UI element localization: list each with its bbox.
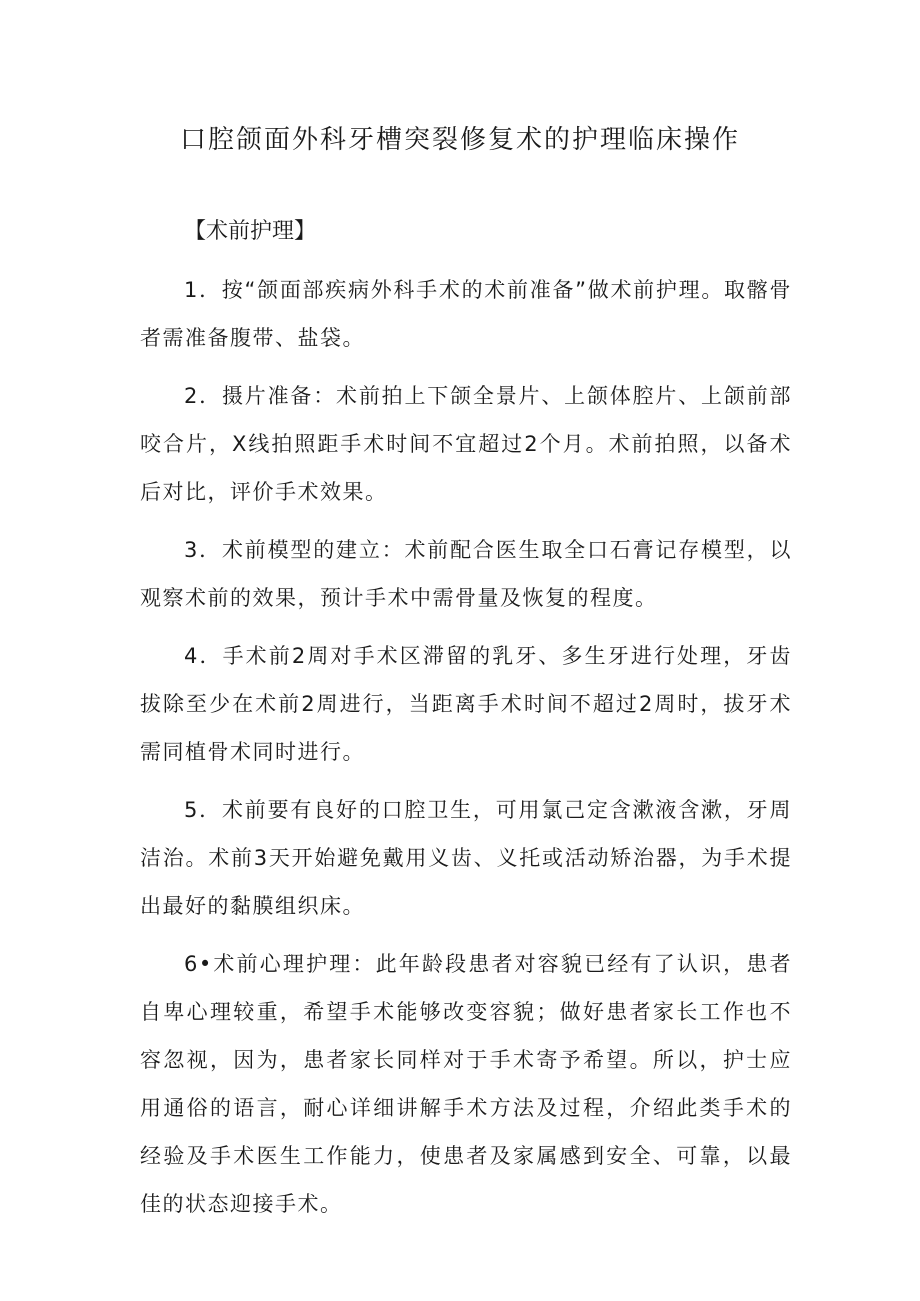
section-heading: 【术前护理】 <box>184 219 317 244</box>
paragraph-5: 5．术前要有良好的口腔卫生，可用氯己定含漱液含漱，牙周洁治。术前3天开始避免戴用义齿、义托或活动矫治器，为手术提出最好的黏膜组织床。 <box>140 798 792 918</box>
document-body <box>140 208 792 1228</box>
paragraph-3: 3．术前模型的建立：术前配合医生取全口石膏记存模型，以观察术前的效果，预计手术中需骨量及恢复的程度。 <box>140 538 792 610</box>
paragraph-1: 1．按“颌面部疾病外科手术的术前准备”做术前护理。取髂骨者需准备腹带、盐袋。 <box>140 278 792 350</box>
document-title: 口腔颌面外科牙槽突裂修复术的护理临床操作 <box>179 125 740 155</box>
paragraph-6: 6•术前心理护理：此年龄段患者对容貌已经有了认识，患者自卑心理较重，希望手术能够改变容貌；做好患者家长工作也不容忽视，因为，患者家长同样对于手术寄予希望。所以，护士应用通俗的语言，耐心详细讲解手术方法及过程，介绍此类手术的经验及手术医生工作能力，使患者及家属感到安全、可靠，以最佳的状态迎接手术。 <box>140 952 792 1216</box>
paragraph-4: 4．手术前2周对手术区滞留的乳牙、多生牙进行处理，牙齿拔除至少在术前2周进行，当距离手术时间不超过2周时，拔牙术需同植骨术同时进行。 <box>140 644 792 764</box>
paragraph-2: 2．摄片准备：术前拍上下颌全景片、上颌体腔片、上颌前部咬合片，X线拍照距手术时间不宜超过2个月。术前拍照，以备术后对比，评价手术效果。 <box>140 384 792 504</box>
